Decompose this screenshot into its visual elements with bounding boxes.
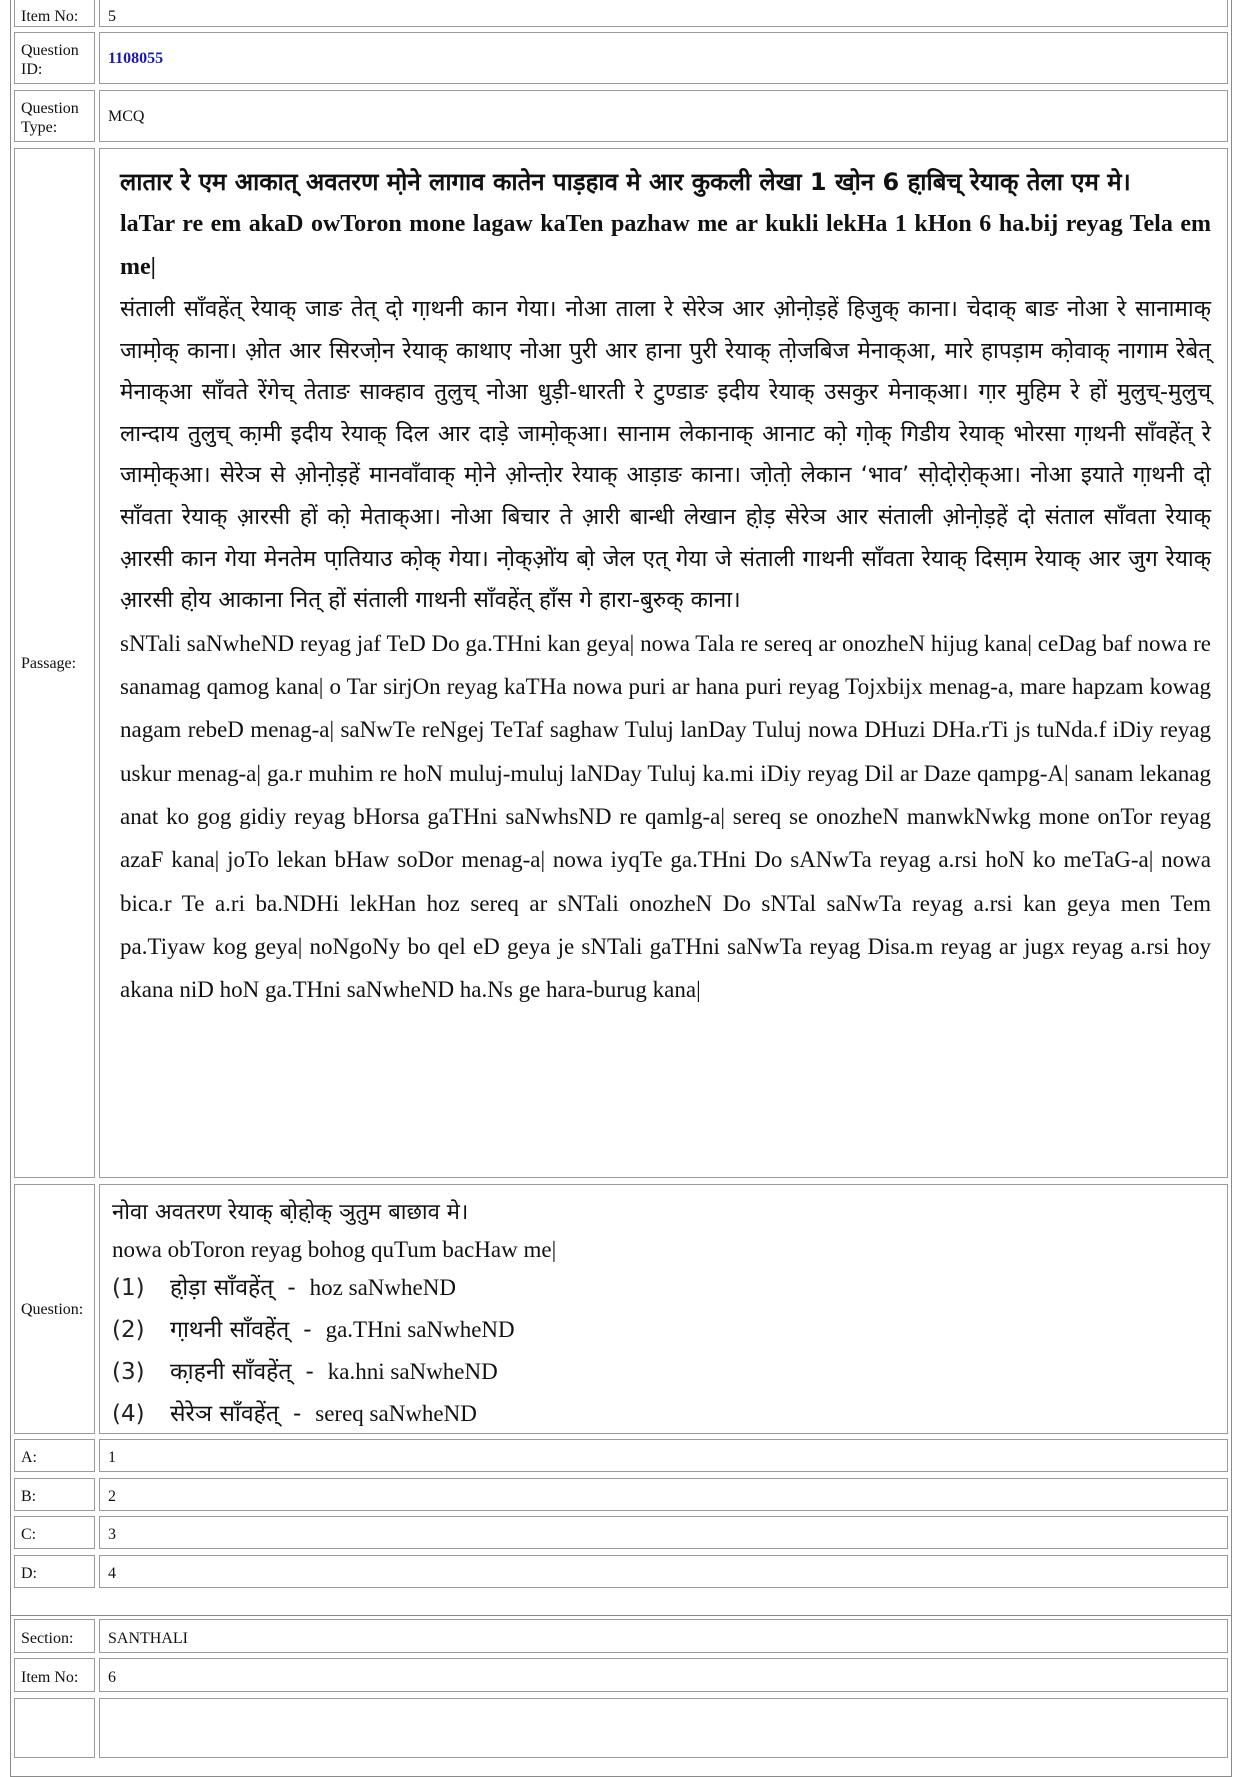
answer-a-row	[11, 1439, 1231, 1472]
answer-b-value: 2	[99, 1478, 1228, 1511]
option-item: (4) सेरेञ साँवहेंत् - sereq saNwheND	[112, 1401, 477, 1427]
question-id-row	[11, 32, 1231, 84]
question-content	[99, 1184, 1228, 1434]
passage-label: Passage:	[14, 148, 95, 1178]
section-row	[11, 1619, 1231, 1653]
question-item-block	[10, 0, 1232, 1637]
option-item: (2) गा़थनी साँवहेंत् - ga.THni saNwheND	[112, 1317, 515, 1343]
section-label: Section:	[14, 1619, 95, 1653]
section-value: SANTHALI	[99, 1619, 1228, 1653]
passage-instruction-devanagari: लातार रे एम आकात् अवतरण मो़ने लागाव कातेन पाड़हाव मे आर कुकली लेखा 1 खो़न 6 हा़बिच् रेयाक् तेला एम मे।	[120, 168, 1131, 196]
passage-text-roman: sNTali saNwheND reyag jaf TeD Do ga.THni kan geya| nowa Tala re sereq ar onozheN hijug kana| ceDag baf nowa re sanamag qamog kana| o Tar sirjOn reyag kaTHa nowa puri ar hana puri reyag Tojxbijx menag-a, mare hapzam kowag nagam rebeD menag-a| saNwTe reNgej TeTaf saghaw Tuluj lanDay Tuluj nowa DHuzi DHa.rTi js tuNda.f iDiy reyag uskur menag-a| ga.r muhim re hoN muluj-muluj laNDay Tuluj ka.mi iDiy reyag Dil ar Daze qampg-A| sanam lekanag anat ko gog gidiy reyag bHorsa gaTHni saNwhsND re qamlg-a| sereq se onozheN manwkNwkg mone onTor reyag azaF kana| joTo lekan bHaw soDor menag-a| nowa iyqTe ga.THni Do sANwTa reyag a.rsi hoN ko meTaG-a| nowa bica.r Te a.ri ba.NDHi lekHan hoz sereq ar sNTali onozheN Do sNTal saNwTa reyag a.rsi kan geya men Tem pa.Tiyaw kog geya| noNgoNy bo qel eD geya je sNTali gaTHni saNwTa reyag Disa.m reyag ar jugx reyag a.rsi hoy akana niD hoN ga.THni saNwheND ha.Ns ge hara-burug kana|	[120, 630, 1211, 1003]
question-row	[11, 1184, 1231, 1434]
question-stem-roman: nowa obToron reyag bohog quTum bacHaw me|	[112, 1237, 557, 1262]
question-id-value	[99, 32, 1228, 84]
question-id-label: Question ID:	[14, 32, 95, 84]
answer-a-label: A:	[14, 1439, 95, 1472]
next-row-cut	[11, 1698, 1231, 1758]
item-no-label-next: Item No:	[14, 1658, 95, 1692]
item-no-value-next: 6	[99, 1658, 1228, 1692]
next-row-label-cut	[14, 1698, 95, 1758]
item-no-value: 5	[99, 0, 1228, 27]
option-item: (3) का़हनी साँवहेंत् - ka.hni saNwheND	[112, 1359, 498, 1385]
question-item-block-next	[10, 1615, 1232, 1777]
answer-b-label: B:	[14, 1478, 95, 1511]
question-id-link[interactable]: 1108055	[108, 50, 164, 67]
question-type-row	[11, 90, 1231, 142]
answer-c-label: C:	[14, 1516, 95, 1549]
passage-content	[99, 148, 1228, 1178]
item-no-row	[11, 0, 1231, 27]
answer-c-row	[11, 1516, 1231, 1549]
item-no-label: Item No:	[14, 0, 95, 27]
passage-text-devanagari: संताली साँवहेंत् रेयाक् जाङ तेत् दो़ गा़थनी कान गेया। नोआ ताला रे सेरेञ आर ओ़नो़ड़हें हिजुक् काना। चेदाक् बाङ नोआ रे सानामाक् जामो़क् काना। ओ़त आर सिरजो़न रेयाक् काथाए नोआ पुरी आर हाना पुरी रेयाक् तो़जबिज मेनाक्आ, मारे हापड़ाम को़वाक् नागाम रेबेत् मेनाक्आ साँवते रेंगेच् तेताङ साक्हाव तुलुच् नोआ धुड़ी-धारती रे टुण्डाङ इदीय रेयाक् उसकुर मेनाक्आ। गा़र मुहिम रे हों मुलुच्-मुलुच् लान्दाय तुलुच् का़मी इदीय रेयाक् दिल आर दाड़े जामो़क्आ। सानाम लेकानाक् आनाट को़ गो़क् गिडीय रेयाक् भोरसा गा़थनी साँवहेंत् रे जामो़क्आ। सेरेञ से ओ़नो़ड़हें मानवाँवाक् मो़ने ओ़न्तो़र रेयाक् आड़ाङ काना। जो़तो़ लेकान ‘भाव’ सो़दो़रो़क्आ। नोआ इयाते गा़थनी दो़ साँवता रेयाक् आ़रसी हों को़ मेताक्आ। नोआ बिचार ते आ़री बान्धी लेखान हो़ड़ सेरेञ आर संताली ओ़नो़ड़हें दो़ संताल साँवता रेयाक् आ़रसी कान गेया मेनतेम पा़तियाउ को़क् गेया। नो़क्ओ़ंय बो़ जेल एत् गेया जे संताली गाथनी साँवता रेयाक् दिसा़म रेयाक् आर जुग रेयाक् आ़रसी हो़य आकाना नित् हों संताली गाथनी साँवहेंत् हाँस गे हारा-बुरुक् काना।	[120, 296, 1211, 614]
passage-instruction-roman: laTar re em akaD owToron mone lagaw kaTen pazhaw me ar kukli lekHa 1 kHon 6 ha.bij reyag Tela em me|	[120, 211, 1211, 280]
answer-d-row	[11, 1555, 1231, 1588]
item-no-row-next	[11, 1658, 1231, 1692]
question-stem-devanagari: नोवा अवतरण रेयाक् बो़हो़क् ञुतुम बाछाव मे।	[112, 1200, 469, 1225]
answer-b-row	[11, 1478, 1231, 1511]
answer-c-value: 3	[99, 1516, 1228, 1549]
question-label: Question:	[14, 1184, 95, 1434]
passage-row	[11, 148, 1231, 1178]
question-type-value: MCQ	[99, 90, 1228, 142]
answer-a-value: 1	[99, 1439, 1228, 1472]
answer-d-value: 4	[99, 1555, 1228, 1588]
question-type-label: Question Type:	[14, 90, 95, 142]
answer-d-label: D:	[14, 1555, 95, 1588]
next-row-value-cut	[99, 1698, 1228, 1758]
option-item: (1) हो़ड़ा साँवहेंत् - hoz saNwheND	[112, 1275, 456, 1301]
options-list	[112, 1267, 1217, 1435]
